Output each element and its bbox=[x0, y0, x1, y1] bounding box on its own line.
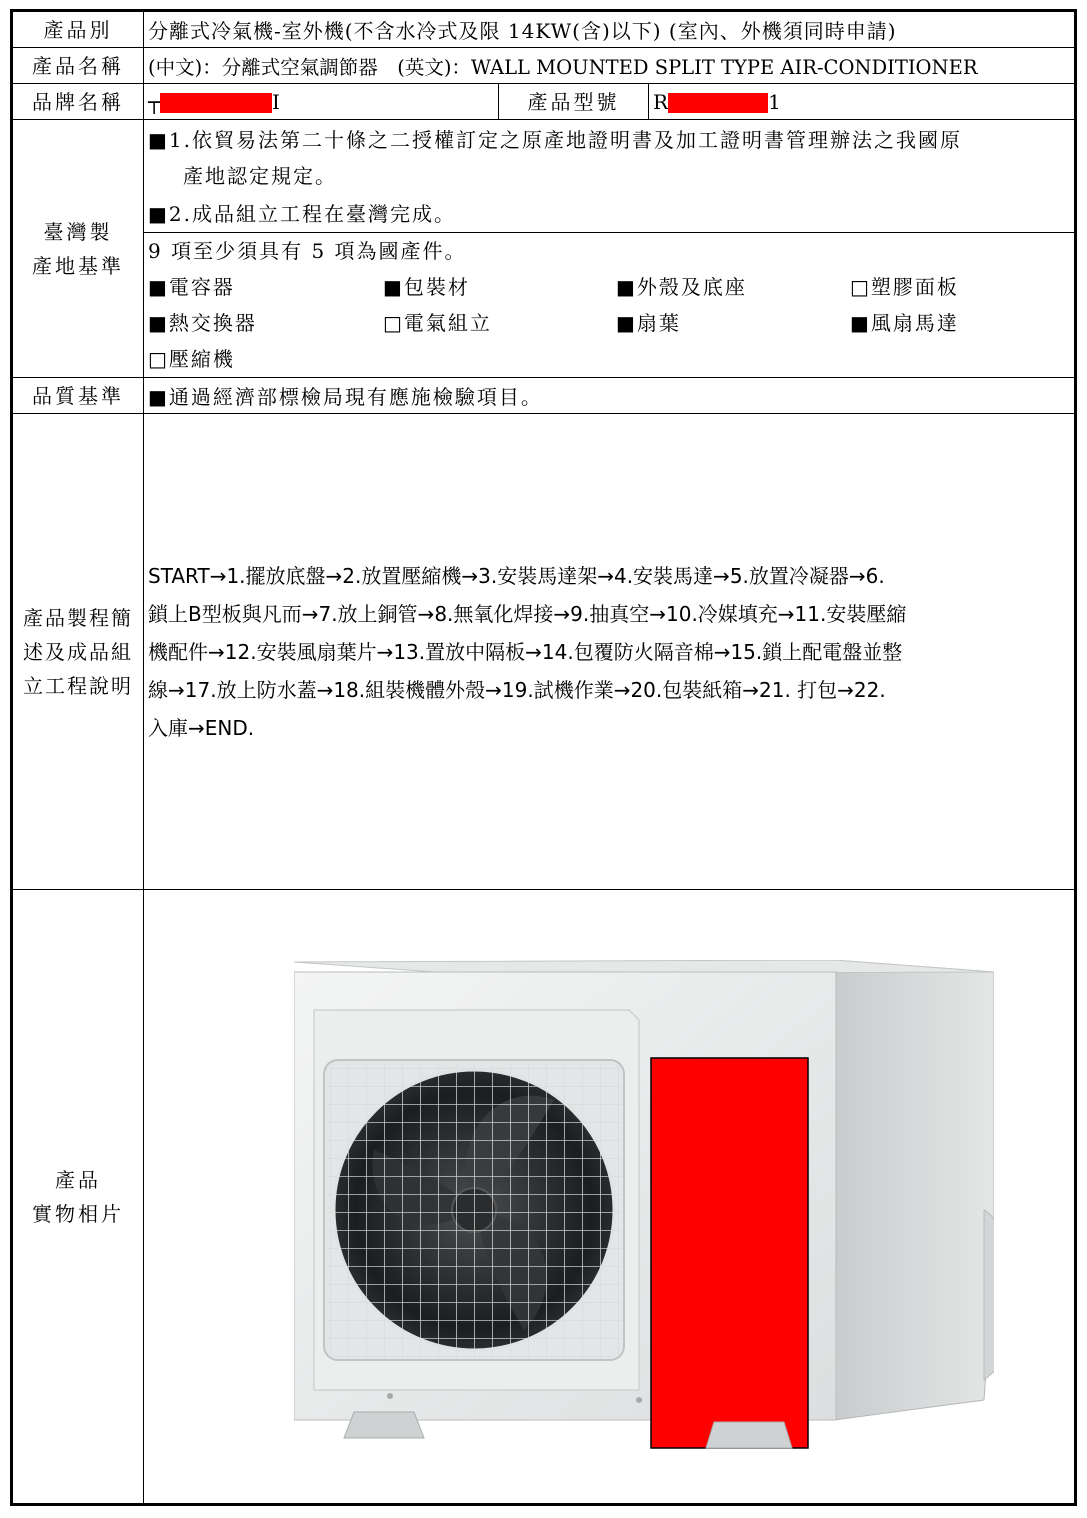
brand-redaction bbox=[160, 93, 272, 113]
process-line5: 入庫→END. bbox=[148, 715, 255, 740]
brand-suffix: I bbox=[272, 89, 280, 114]
criteria2: ■2.成品組立工程在臺灣完成。 bbox=[148, 202, 456, 226]
origin-content bbox=[144, 120, 1075, 378]
quality-label: 品質基準 bbox=[13, 378, 144, 414]
model-suffix: 1 bbox=[768, 89, 781, 114]
process-label-line2: 述及成品組 bbox=[23, 639, 133, 664]
origin-criteria bbox=[148, 120, 1070, 232]
quality-row bbox=[13, 378, 1075, 414]
unit-side-panel bbox=[834, 960, 994, 1420]
brand-prefix: ┬ bbox=[148, 89, 161, 114]
product-photo bbox=[294, 960, 994, 1460]
domestic-parts bbox=[144, 232, 1074, 377]
process-row bbox=[13, 414, 1075, 890]
model-prefix: R bbox=[653, 89, 669, 114]
process-label bbox=[13, 414, 144, 890]
model-redaction bbox=[668, 93, 768, 113]
criteria1-line2: 產地認定規定。 bbox=[183, 164, 337, 188]
brand-label: 品牌名稱 bbox=[13, 84, 144, 120]
origin-label-line2: 產地基準 bbox=[32, 253, 124, 278]
part-packaging: ■包裝材 bbox=[383, 275, 470, 299]
part-compressor: □壓縮機 bbox=[148, 347, 235, 371]
origin-row bbox=[13, 120, 1075, 378]
quality-value: ■通過經濟部標檢局現有應施檢驗項目。 bbox=[144, 378, 1075, 414]
unit-foot-right bbox=[706, 1422, 792, 1448]
product-type-row bbox=[13, 12, 1075, 48]
parts-intro: 9 項至少須具有 5 項為國產件。 bbox=[148, 239, 467, 263]
photo-label-line1: 產品 bbox=[55, 1167, 101, 1192]
photo-label-line2: 實物相片 bbox=[32, 1201, 124, 1226]
part-plastic-panel: □塑膠面板 bbox=[850, 275, 959, 299]
part-heat-exchanger: ■熱交換器 bbox=[148, 311, 257, 335]
product-name-row bbox=[13, 48, 1075, 84]
unit-foot-left bbox=[344, 1412, 424, 1438]
process-line2: 鎖上B型板與凡而→7.放上銅管→8.無氧化焊接→9.抽真空→10.冷媒填充→11.安裝壓縮 bbox=[148, 601, 907, 626]
product-type-value: 分離式冷氣機-室外機(不含水冷式及限 14KW(含)以下) (室內、外機須同時申請) bbox=[144, 12, 1075, 48]
criteria1-line1: ■1.依貿易法第二十條之二授權訂定之原產地證明書及加工證明書管理辦法之我國原 bbox=[148, 128, 962, 152]
product-name-value: (中文)：分離式空氣調節器 (英文)：WALL MOUNTED SPLIT TYPE AIR-CONDITIONER bbox=[144, 48, 1075, 84]
product-photo-cell bbox=[144, 890, 1075, 1504]
part-fan-motor: ■風扇馬達 bbox=[850, 311, 959, 335]
process-line3: 機配件→12.安裝風扇葉片→13.置放中隔板→14.包覆防火隔音棉→15.鎖上配電盤並整 bbox=[148, 639, 903, 664]
parts-grid bbox=[148, 269, 1070, 377]
process-description bbox=[144, 414, 1075, 890]
process-line4: 線→17.放上防水蓋→18.組裝機體外殼→19.試機作業→20.包裝紙箱→21. 打包→22. bbox=[148, 677, 886, 702]
model-label: 產品型號 bbox=[499, 84, 649, 120]
origin-label bbox=[13, 120, 144, 378]
certificate-form bbox=[10, 9, 1077, 1506]
outdoor-unit-image bbox=[294, 960, 994, 1460]
brand-value bbox=[144, 84, 499, 120]
part-fan-blade: ■扇葉 bbox=[616, 311, 681, 335]
process-line1: START→1.擺放底盤→2.放置壓縮機→3.安裝馬達架→4.安裝馬達→5.放置冷凝器→6. bbox=[148, 563, 885, 588]
part-capacitor: ■電容器 bbox=[148, 275, 235, 299]
form-table bbox=[12, 11, 1075, 1504]
origin-label-line1: 臺灣製 bbox=[43, 219, 113, 244]
photo-label bbox=[13, 890, 144, 1504]
product-type-label: 產品別 bbox=[13, 12, 144, 48]
model-value bbox=[649, 84, 1075, 120]
photo-row bbox=[13, 890, 1075, 1504]
part-electrical-assembly: □電氣組立 bbox=[383, 311, 492, 335]
brand-panel-redaction bbox=[651, 1058, 808, 1448]
process-label-line1: 產品製程簡 bbox=[23, 605, 133, 630]
brand-model-row bbox=[13, 84, 1075, 120]
part-casing-base: ■外殼及底座 bbox=[616, 275, 747, 299]
process-label-line3: 立工程說明 bbox=[23, 673, 133, 698]
product-name-label: 產品名稱 bbox=[13, 48, 144, 84]
